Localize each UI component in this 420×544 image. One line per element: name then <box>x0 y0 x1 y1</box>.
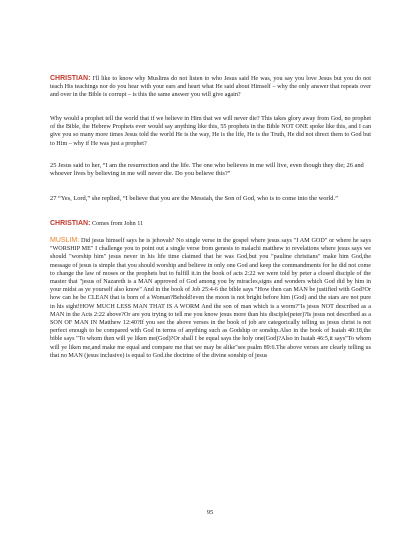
verse-25-26-text: 25 Jesus said to her, “I am the resurrection and the life. The one who believes in me will live, even though they die; 26 and whoever lives by believing in me will never die. Do you believe this?” <box>50 162 364 178</box>
christian-question-paragraph <box>50 75 371 100</box>
john-11-verse-25-26 <box>50 162 371 179</box>
prophet-question-paragraph <box>50 115 371 148</box>
christian-speaker-label: CHRISTIAN: <box>50 75 91 82</box>
muslim-response-paragraph <box>50 237 371 360</box>
christian-source-text: Comes from John 11 <box>92 221 144 227</box>
muslim-speaker-label: MUSLIM: <box>50 237 80 244</box>
christian-question-text: I'll like to know why Muslims do not listen to who Jesus said He was, you say you love Jesus but you do not teach His teachings nor do you hear with your ears and heart what He said about Himself – why the only answer that repeats over and over in the Bible is corrupt – is this the same answer you will give again? <box>50 76 371 99</box>
muslim-response-text: Did jesus himself says he is jehovah? No single verse in the gospel where jesus says "I AM GOD" or where he says "WORSHIP ME" I challenge you to point out a single verse from genesis to malachi matthew to revelations where jesus says we should "worship him" jesus never in his life time claimed that he was God,but you "pauline christians" make him God,the message of jesus is simple that you should worship and believe in only one God and keep the commandments for he did not come to change the law of moses or the prophets but to fulfill it.in the book of acts 2:22 we were told by peter a closed disciple of the master that "jesus of Nazareth is a MAN approved of God among you by miracles,signs and wonders which God did by him in your midst as ye yourself also know" And in the book of Job 25:4-6 the bible says "How then can MAN be justified with God?Or how can he be CLEAN that is born of a Woman?Behold!even the moon is not bright before him (God) and the stars are not pure in his sight!HOW MUCH LESS MAN THAT IS A WORM And the son of man which is a worm?"Is jesus NOT described as a MAN in the Acts 2:22 above?Or are you trying to tell me you know jesus more than his disciple(peter)?Is jesus not described as a SON OF MAN IN Matthew 12:40?If you see the above verses in the book of job are categorically telling us jesus christ is not perfect enough to be compared with God in terms of anything such as Godship or sonship.Also in the book of Isaiah 40:18,the bible says "To whom then will ye liken me(God)?Or shall I be equal says the holy one(God)?Also in Isaiah 46:5,it says"To whom will ye liken me,and make me equal and compare me that we may be alike"see psalm 89:6.The above verses are clearly telling us that no MAN (jesus inclusive) is equal to God.the doctrine of the divine sonship of jesus <box>50 238 371 359</box>
prophet-question-text: Why would a prophet tell the world that if we believe in Him that we will never die? This takes glory away from God, no prophet of the Bible, the Hebrew Prophets ever would say anything like this, 55 prophets in the Bible NOT ONE spoke like this, and I can give you so many more times Jesus told the world He is the way, He is the life, He is the Truth, He did not direct them to God but to Him – why if He was just a prophet? <box>50 116 371 147</box>
page-number: 95 <box>206 509 214 516</box>
christian-speaker-label: CHRISTIAN: <box>50 220 91 227</box>
verse-27-text: 27 “Yes, Lord,” she replied, “I believe that you are the Messiah, the Son of God, who is to come into the world.” <box>50 195 338 202</box>
john-11-verse-27 <box>50 195 371 203</box>
christian-source-paragraph <box>50 220 371 228</box>
